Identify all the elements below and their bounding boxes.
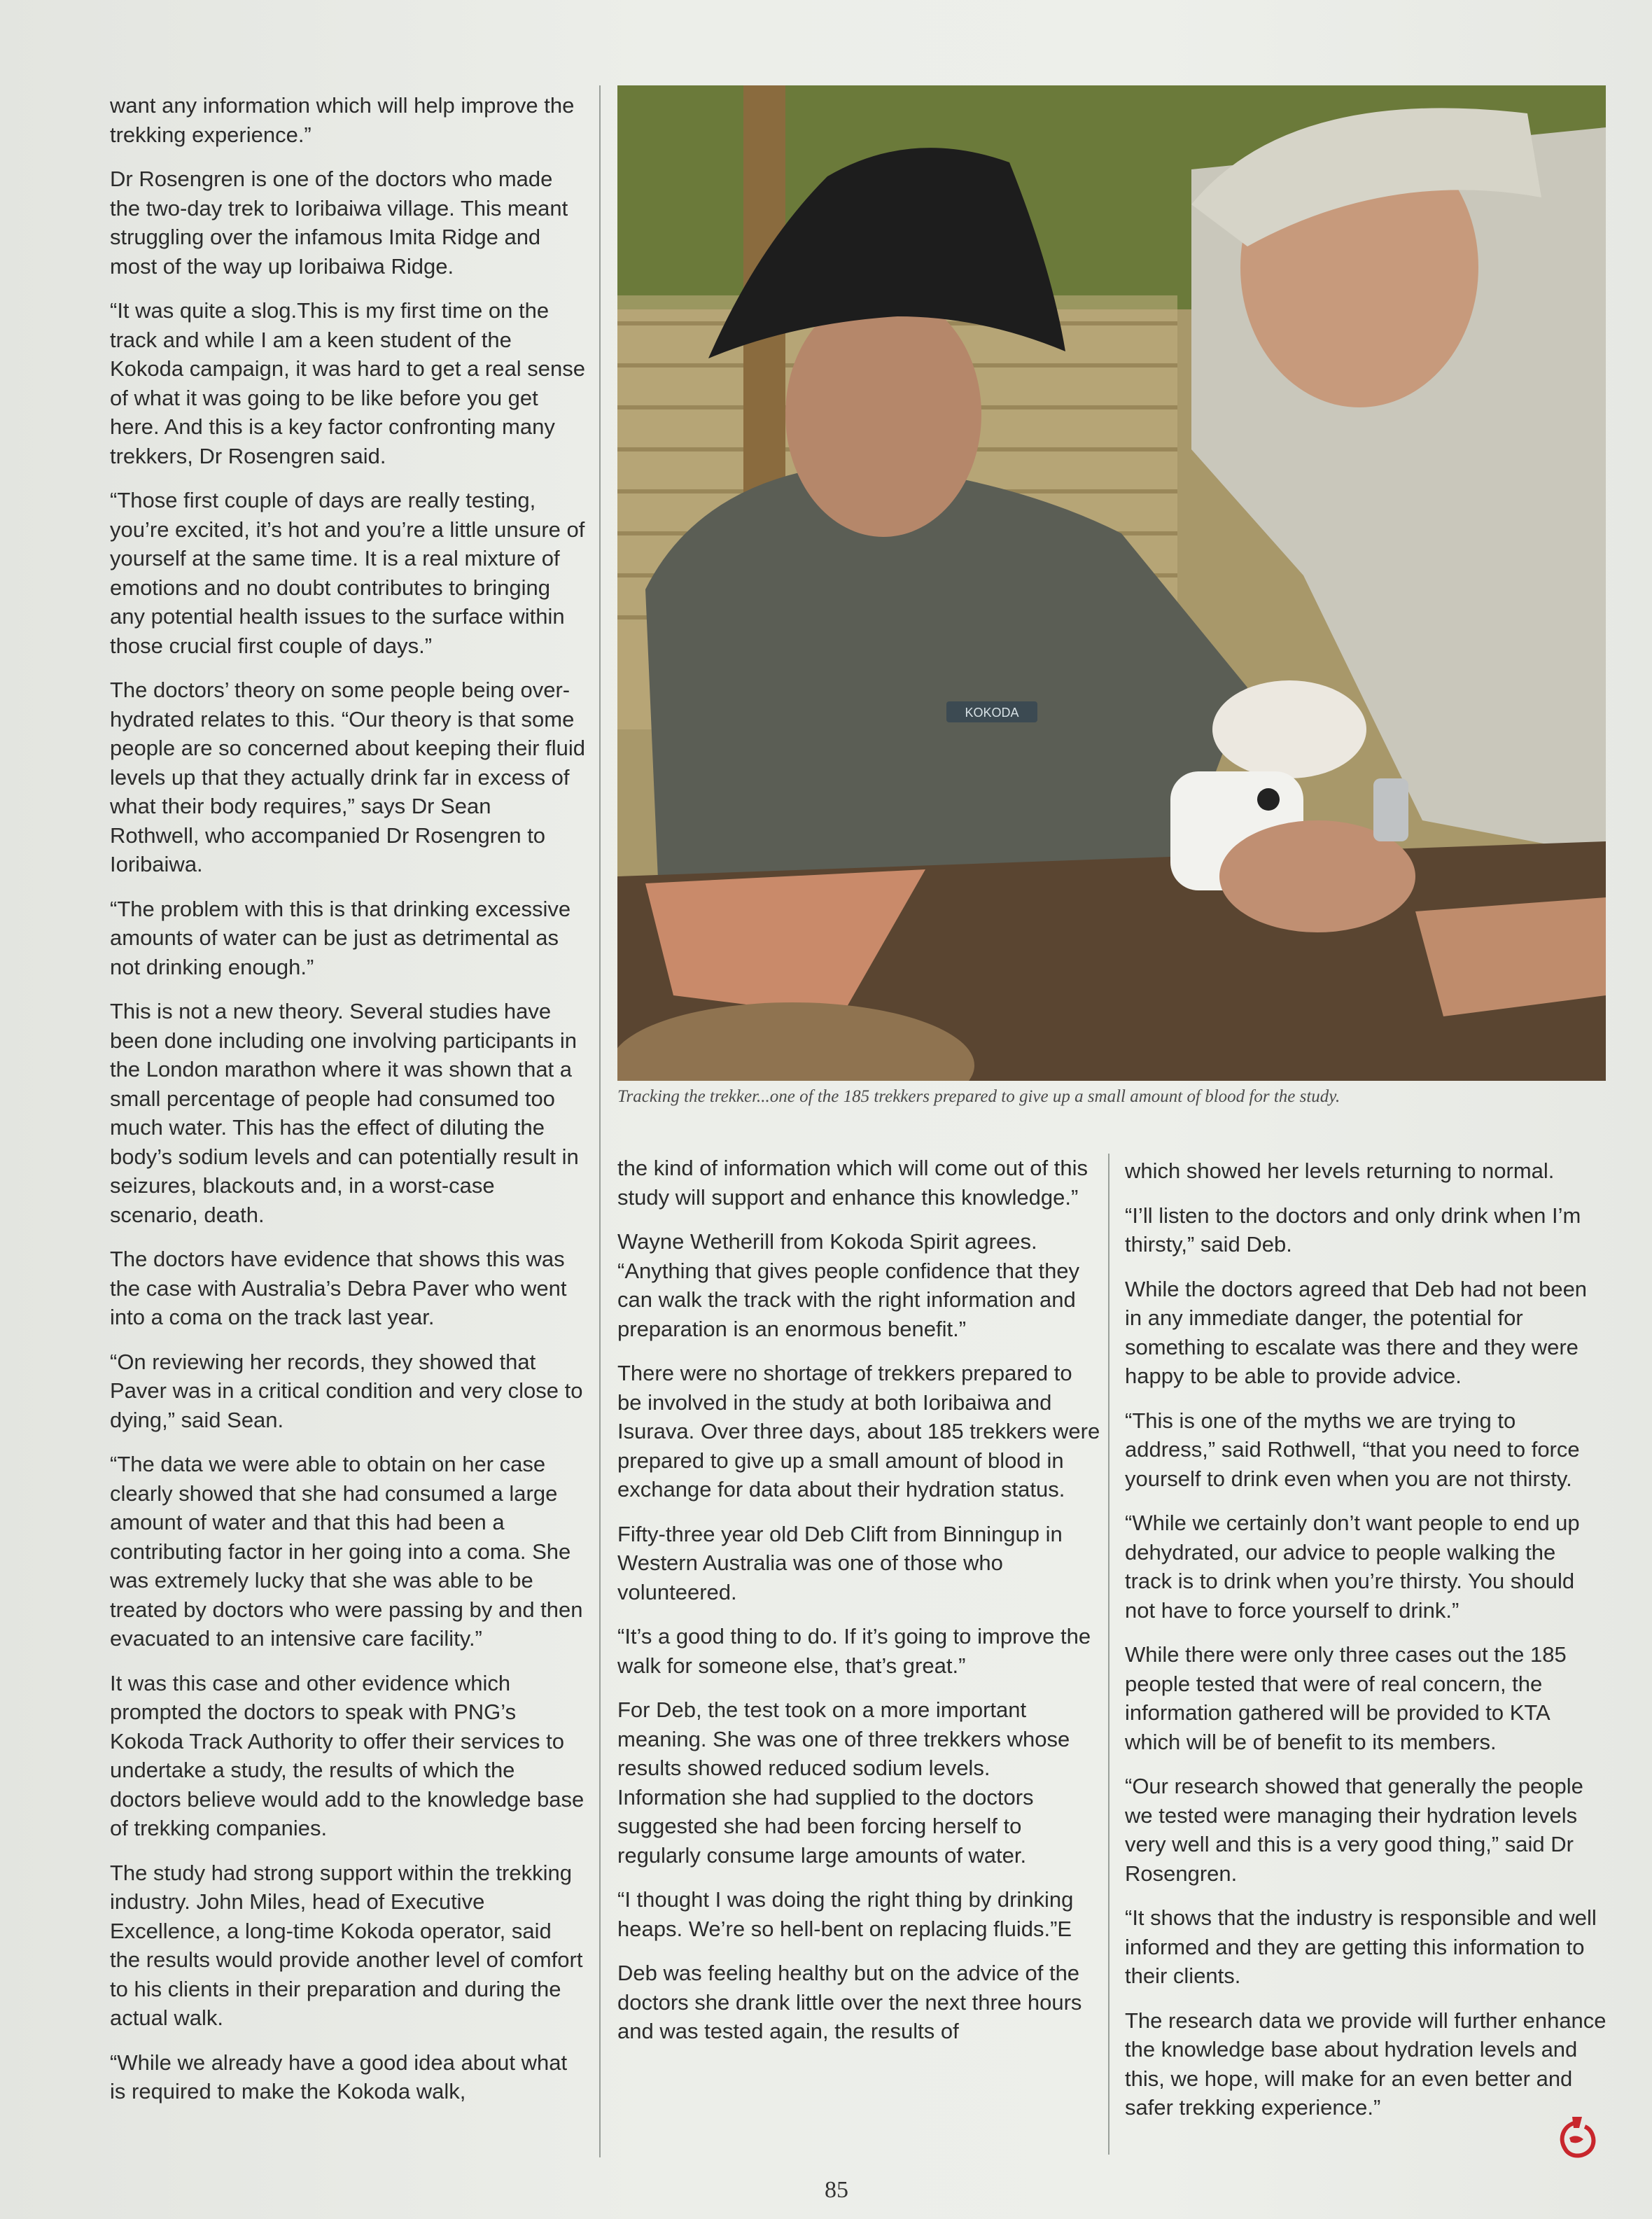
article-paragraph: “It was quite a slog.This is my first time on the track and while I am a keen student of the Kokoda campaign, it was hard to get a real sense of what it was going to be like before you get here. And this is a key factor confronting many trekkers, Dr Rosengren said. bbox=[110, 298, 585, 468]
article-paragraph: The study had strong support within the trekking industry. John Miles, head of Executive Excellence, a long-time Kokoda operator, said the results would provide another level of comfort to his clients in their preparation and during the actual walk. bbox=[110, 1860, 583, 2030]
article-paragraph: It was this case and other evidence which prompted the doctors to speak with PNG’s Kokoda Track Authority to offer their services to undertake a study, the results of which the doctors believe would add to the knowledge base of trekking companies. bbox=[110, 1670, 584, 1840]
article-paragraph: want any information which will help improve the trekking experience.” bbox=[110, 93, 575, 147]
article-paragraph: While there were only three cases out the 185 people tested that were of real concern, the information gathered will be provided to KTA which will be of benefit to its members. bbox=[1125, 1642, 1567, 1754]
article-paragraph: “While we already have a good idea about what is required to make the Kokoda walk, bbox=[110, 2050, 568, 2104]
article-paragraph: This is not a new theory. Several studies have been done including one involving participants in the London marathon where it was shown that a small percentage of people had consumed too much water. This has the effect of diluting the body’s sodium levels and can potentially result in seizures, blackouts and, in a worst-case scenario, death. bbox=[110, 999, 579, 1227]
article-paragraph: “I’ll listen to the doctors and only drink when I’m thirsty,” said Deb. bbox=[1125, 1203, 1581, 1256]
photo-caption: Tracking the trekker...one of the 185 trekkers prepared to give up a small amount of blood for the study. bbox=[617, 1087, 1340, 1106]
article-paragraph: “Those first couple of days are really testing, you’re excited, it’s hot and you’re a little unsure of yourself at the same time. It is a real mixture of emotions and no doubt contributes to bringing any potential health issues to the surface within those crucial first couple of days.” bbox=[110, 488, 585, 658]
right-text-column bbox=[1125, 1156, 1608, 2138]
article-paragraph: “Our research showed that generally the people we tested were managing their hydration levels very well and this is a very good thing,” said Dr Rosengren. bbox=[1125, 1774, 1583, 1886]
middle-text-column bbox=[617, 1154, 1100, 2062]
article-paragraph: which showed her levels returning to normal. bbox=[1125, 1158, 1555, 1183]
article-paragraph: Wayne Wetherill from Kokoda Spirit agrees. “Anything that gives people confidence that they can walk the track with the right information and preparation is an enormous benefit.” bbox=[617, 1229, 1080, 1341]
article-paragraph: “The problem with this is that drinking excessive amounts of water can be just as detrimental as not drinking enough.” bbox=[110, 896, 571, 979]
article-paragraph: “It shows that the industry is responsible and well informed and they are getting this information to their clients. bbox=[1125, 1905, 1597, 1988]
article-paragraph: the kind of information which will come out of this study will support and enhance this knowledge.” bbox=[617, 1156, 1088, 1210]
article-paragraph: “While we certainly don’t want people to end up dehydrated, our advice to people walking the track is to drink when you’re thirsty. You should not have to force yourself to drink.” bbox=[1125, 1511, 1580, 1623]
article-paragraph: “On reviewing her records, they showed that Paver was in a critical condition and very close to dying,” said Sean. bbox=[110, 1349, 583, 1432]
left-text-column bbox=[110, 91, 586, 2122]
article-paragraph: Deb was feeling healthy but on the advice of the doctors she drank little over the next three hours and was tested again, the results of bbox=[617, 1961, 1082, 2043]
article-photo bbox=[617, 85, 1606, 1081]
article-paragraph: For Deb, the test took on a more important meaning. She was one of three trekkers whose results showed reduced sodium levels. Information she had supplied to the doctors suggested she had been forcing herself to regularly consume large amounts of water. bbox=[617, 1698, 1070, 1868]
article-paragraph: Dr Rosengren is one of the doctors who made the two-day trek to Ioribaiwa village. This meant struggling over the infamous Imita Ridge and most of the way up Ioribaiwa Ridge. bbox=[110, 167, 568, 279]
article-paragraph: The doctors’ theory on some people being over-hydrated relates to this. “Our theory is that some people are so concerned about keeping their fluid levels up that they actually drink far in excess of what their body requires,” says Dr Sean Rothwell, who accompanied Dr Rosengren to Ioribaiwa. bbox=[110, 678, 586, 876]
article-paragraph: While the doctors agreed that Deb had not been in any immediate danger, the potential for something to escalate was there and they were happy to be able to provide advice. bbox=[1125, 1276, 1588, 1388]
column-divider bbox=[599, 85, 601, 2157]
magazine-logo bbox=[1555, 2114, 1597, 2163]
article-paragraph: “It’s a good thing to do. If it’s going to improve the walk for someone else, that’s great.” bbox=[617, 1624, 1091, 1678]
article-paragraph: “This is one of the myths we are trying to address,” said Rothwell, “that you need to force yourself to drink even when you are not thirsty. bbox=[1125, 1408, 1580, 1491]
column-divider bbox=[1108, 1154, 1110, 2155]
shirt-badge-text: KOKODA bbox=[965, 706, 1019, 720]
article-paragraph: The research data we provide will further enhance the knowledge base about hydration levels and this, we hope, will make for an even better and safer trekking experience.” bbox=[1125, 2008, 1606, 2120]
article-paragraph: “I thought I was doing the right thing by drinking heaps. We’re so hell-bent on replacing fluids.”E bbox=[617, 1887, 1074, 1941]
article-paragraph: “The data we were able to obtain on her case clearly showed that she had consumed a large amount of water and that this had been a contributing factor in her going into a coma. She was extremely lucky that she was able to be treated by doctors who were passing by and then evacuated to an intensive care facility.” bbox=[110, 1452, 583, 1651]
article-paragraph: There were no shortage of trekkers prepared to be involved in the study at both Ioribaiwa and Isurava. Over three days, about 185 trekkers were prepared to give up a small amount of blood in exchange for data about their hydration status. bbox=[617, 1361, 1100, 1502]
page-number: 85 bbox=[825, 2177, 848, 2203]
article-paragraph: The doctors have evidence that shows this was the case with Australia’s Debra Paver who went into a coma on the track last year. bbox=[110, 1247, 567, 1329]
article-paragraph: Fifty-three year old Deb Clift from Binningup in Western Australia was one of those who volunteered. bbox=[617, 1521, 1063, 1604]
photo-illustration bbox=[617, 85, 1606, 1081]
